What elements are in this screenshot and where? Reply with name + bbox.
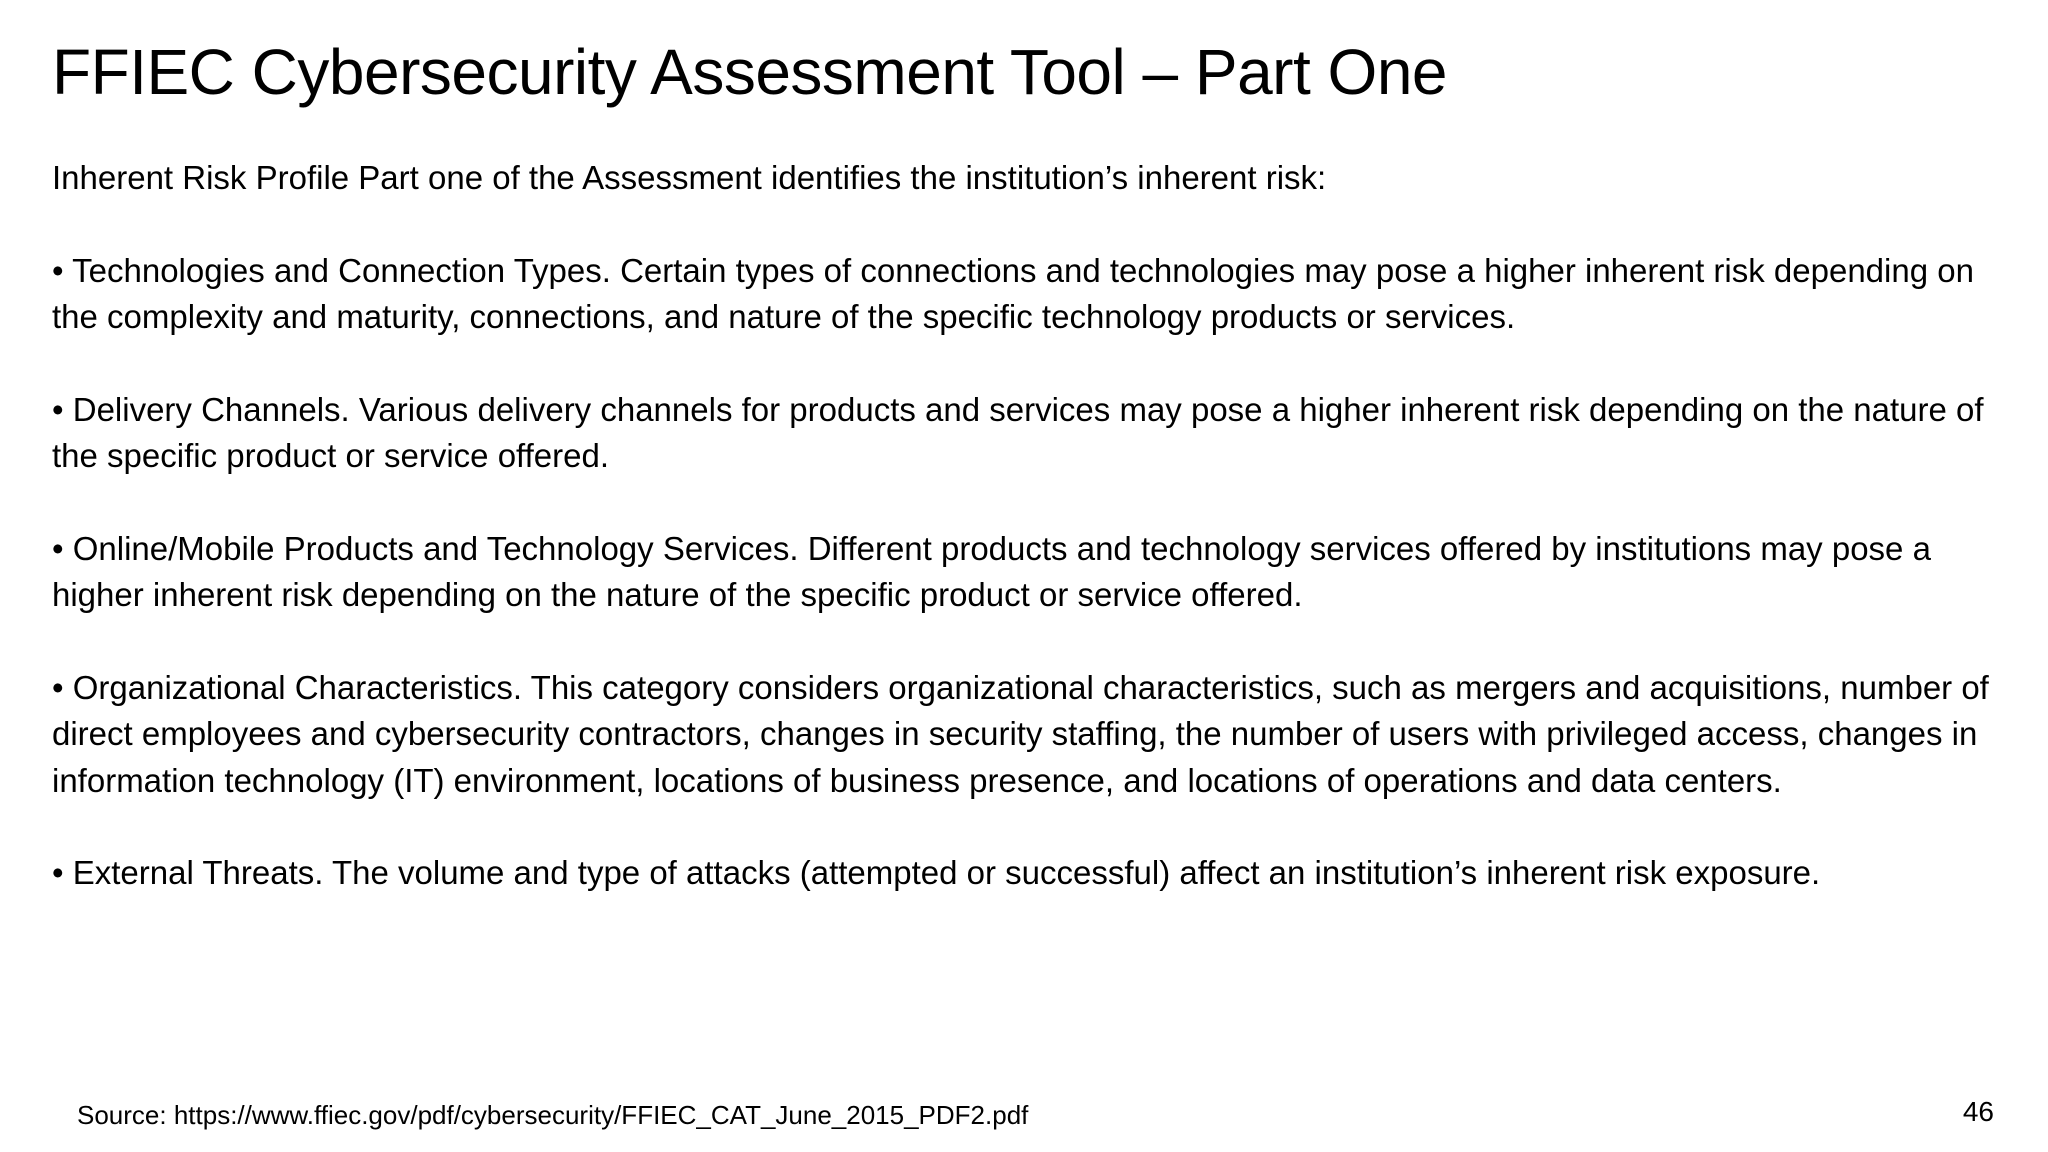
bullet-dot: •	[52, 854, 64, 891]
bullet-dot: •	[52, 251, 64, 289]
slide-title: FFIEC Cybersecurity Assessment Tool – Part One	[52, 36, 1447, 108]
bullet-dot: •	[52, 668, 64, 706]
source-citation: Source: https://www.ffiec.gov/pdf/cybersecurity/FFIEC_CAT_June_2015_PDF2.pdf	[77, 1100, 1029, 1130]
page-number: 46	[1962, 1096, 1994, 1127]
bullet-dot: •	[52, 529, 64, 567]
bullet-list	[52, 248, 2002, 897]
bullet-dot: •	[52, 390, 64, 428]
bullet-text: External Threats. The volume and type of attacks (attempted or successful) affect an institution’s inherent risk exposure.	[72, 854, 1821, 891]
bullet-text: Delivery Channels. Various delivery channels for products and services may pose a higher inherent risk depending on the nature of the specific product or service offered.	[52, 390, 1984, 474]
bullet-text: Organizational Characteristics. This category considers organizational characteristics, such as mergers and acquisitions, number of direct employees and cybersecurity contractors, changes in security staffing, the number of users with privileged access, changes in information technology (IT) environment, locations of business presence, and locations of operations and data centers.	[52, 668, 1989, 799]
bullet-text: Online/Mobile Products and Technology Services. Different products and technology services offered by institutions may pose a higher inherent risk depending on the nature of the specific product or service offered.	[52, 529, 1931, 613]
bullet-item-online-mobile	[52, 526, 2002, 619]
slide-body	[52, 155, 2002, 943]
bullet-item-external-threats	[52, 850, 2002, 897]
bullet-item-organizational	[52, 665, 2002, 805]
bullet-item-delivery-channels	[52, 387, 2002, 480]
bullet-item-technologies	[52, 248, 2002, 341]
bullet-text: Technologies and Connection Types. Certain types of connections and technologies may pose a higher inherent risk depending on the complexity and maturity, connections, and nature of the specific technology products or services.	[52, 251, 1974, 335]
intro-text: Inherent Risk Profile Part one of the Assessment identifies the institution’s inherent risk:	[52, 159, 1327, 196]
